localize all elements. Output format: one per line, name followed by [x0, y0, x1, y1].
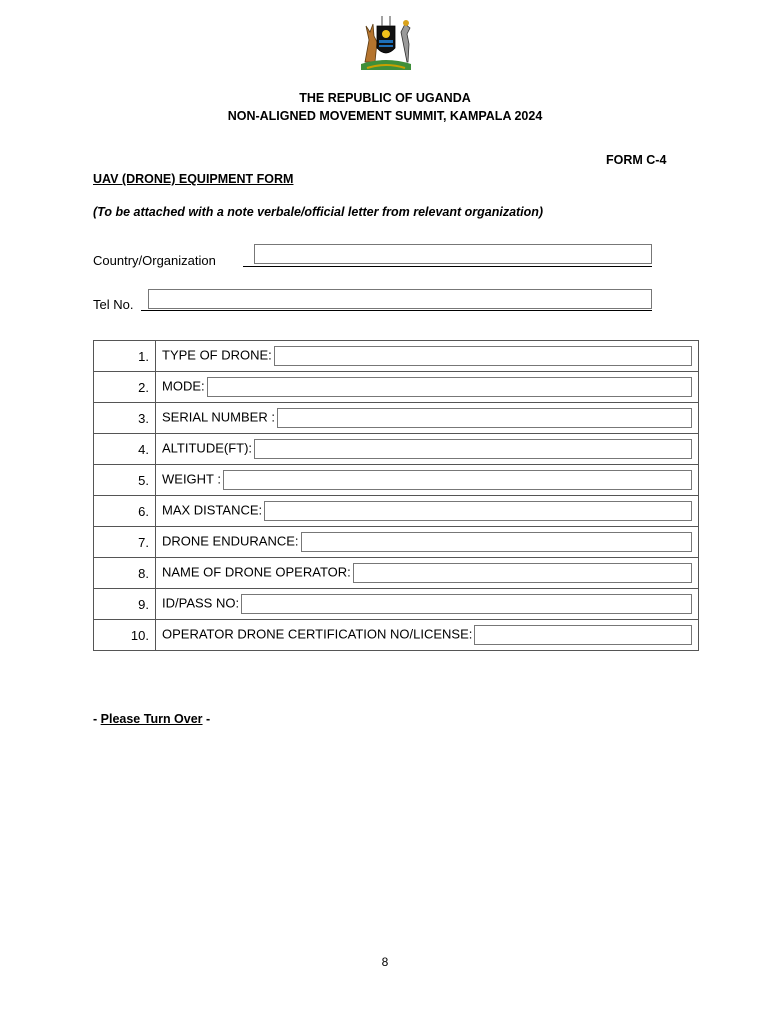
row-number: 10.: [94, 620, 156, 651]
table-row: [94, 496, 699, 527]
row-input[interactable]: [207, 377, 692, 397]
table-row: [94, 341, 699, 372]
row-label: WEIGHT :: [162, 471, 221, 487]
row-number: 8.: [94, 558, 156, 589]
table-row: [94, 403, 699, 434]
row-number: 5.: [94, 465, 156, 496]
equipment-table: [93, 340, 699, 651]
table-row: [94, 620, 699, 651]
row-cell: [156, 620, 699, 651]
row-input[interactable]: [264, 501, 692, 521]
country-label: Country/Organization: [93, 253, 216, 268]
table-row: [94, 372, 699, 403]
table-row: [94, 434, 699, 465]
table-row: [94, 527, 699, 558]
table-row: [94, 465, 699, 496]
row-number: 2.: [94, 372, 156, 403]
row-input[interactable]: [474, 625, 692, 645]
pto-suffix: -: [202, 712, 211, 726]
row-cell: [156, 465, 699, 496]
pto-text: Please Turn Over: [100, 712, 203, 726]
row-input[interactable]: [254, 439, 692, 459]
row-label: MODE:: [162, 378, 205, 394]
row-number: 7.: [94, 527, 156, 558]
row-cell: [156, 527, 699, 558]
coat-of-arms-icon: [355, 12, 417, 74]
row-label: MAX DISTANCE:: [162, 502, 263, 518]
country-underline: [243, 266, 652, 267]
row-input[interactable]: [353, 563, 692, 583]
row-cell: [156, 589, 699, 620]
row-number: 9.: [94, 589, 156, 620]
header-line-2: NON-ALIGNED MOVEMENT SUMMIT, KAMPALA 2024: [227, 109, 543, 123]
form-note: (To be attached with a note verbale/official letter from relevant organization): [93, 205, 544, 219]
row-label: ID/PASS NO:: [162, 595, 240, 611]
row-input[interactable]: [223, 470, 692, 490]
row-input[interactable]: [241, 594, 692, 614]
row-label: SERIAL NUMBER :: [162, 409, 275, 425]
page-number: 8: [381, 955, 389, 969]
table-row: [94, 589, 699, 620]
row-cell: [156, 496, 699, 527]
row-label: TYPE OF DRONE:: [162, 347, 272, 363]
country-input[interactable]: [254, 244, 652, 264]
row-label: DRONE ENDURANCE:: [162, 533, 299, 549]
row-label: ALTITUDE(FT):: [162, 440, 253, 456]
please-turn-over: [93, 712, 210, 726]
row-cell: [156, 403, 699, 434]
row-cell: [156, 372, 699, 403]
row-label: OPERATOR DRONE CERTIFICATION NO/LICENSE:: [162, 626, 473, 642]
row-label: NAME OF DRONE OPERATOR:: [162, 564, 351, 580]
table-row: [94, 558, 699, 589]
row-input[interactable]: [277, 408, 692, 428]
form-number: FORM C-4: [606, 153, 667, 167]
row-number: 1.: [94, 341, 156, 372]
form-title: UAV (DRONE) EQUIPMENT FORM: [93, 172, 294, 186]
header-line-1: THE REPUBLIC OF UGANDA: [299, 91, 471, 105]
row-number: 3.: [94, 403, 156, 434]
row-input[interactable]: [301, 532, 692, 552]
tel-label: Tel No.: [93, 297, 134, 312]
row-cell: [156, 558, 699, 589]
row-number: 4.: [94, 434, 156, 465]
tel-input[interactable]: [148, 289, 652, 309]
row-input[interactable]: [274, 346, 692, 366]
row-cell: [156, 434, 699, 465]
tel-underline: [141, 310, 652, 311]
row-number: 6.: [94, 496, 156, 527]
pto-prefix: -: [93, 712, 101, 726]
row-cell: [156, 341, 699, 372]
